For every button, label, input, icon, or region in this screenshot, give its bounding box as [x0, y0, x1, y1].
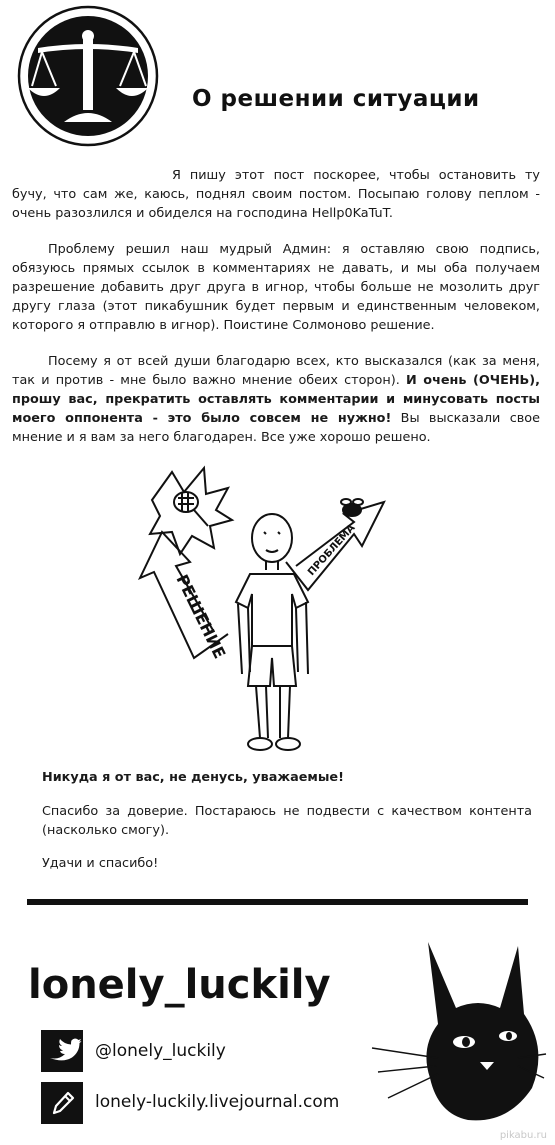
problem-arrow-label: ПРОБЛЕМА	[306, 522, 358, 579]
twitter-link[interactable]: @lonely_luckily	[95, 1041, 226, 1061]
thanks-text-end: Вы высказали свое мнение и я вам за него благодарен. Все уже хорошо решено.	[12, 411, 540, 445]
thanks-text: Посему я от всей души благодарю всех, кто высказался (как за меня, так и против - мне было важно мнение обеих сторон).	[12, 354, 540, 388]
pencil-icon	[41, 1082, 83, 1124]
twitter-bird-icon	[41, 1030, 83, 1072]
closing-thanks: Спасибо за доверие. Постараюсь не подвести с качеством контента (насколько смогу).	[42, 804, 532, 838]
solution-arrow-label: РЕШЕНИЕ	[172, 571, 230, 662]
footer-divider	[27, 899, 528, 905]
closing-bold-line: Никуда я от вас, не денусь, уважаемые!	[42, 770, 344, 785]
request-bold-text: И очень (ОЧЕНЬ), прошу вас, прекратить оставлять комментарии и минусовать посты моего оппонента - это было совсем не нужно!	[12, 373, 541, 426]
twitter-icon[interactable]	[41, 1030, 83, 1072]
solution-problem-illustration	[132, 462, 422, 762]
thanks-paragraph	[12, 352, 540, 447]
intro-paragraph: Я пишу этот пост поскорее, чтобы остановить ту бучу, что сам же, каюсь, поднял своим постом. Посыпаю голову пеплом - очень разозлился и обиделся на господина Hellp0KaTuT.	[12, 168, 540, 221]
author-handle: lonely_luckily	[28, 962, 331, 1008]
scales-of-justice-icon	[16, 4, 160, 148]
page-title: О решении ситуации	[192, 86, 480, 112]
blog-link[interactable]: lonely-luckily.livejournal.com	[95, 1092, 340, 1112]
watermark: pikabu.ru	[499, 1130, 547, 1141]
resolution-paragraph: Проблему решил наш мудрый Админ: я оставляю свою подпись, обязуюсь прямых ссылок в комментариях не давать, и мы оба получаем разрешение добавить друг друга в игнор, чтобы больше не мозолить друг другу глаза (этот пикабушник будет первым и единственным человеком, которого я отправлю в игнор). Поистине Солмоново решение.	[12, 242, 540, 333]
blog-icon[interactable]	[41, 1082, 83, 1124]
black-cat-icon	[368, 938, 548, 1128]
closing-farewell: Удачи и спасибо!	[42, 856, 159, 871]
